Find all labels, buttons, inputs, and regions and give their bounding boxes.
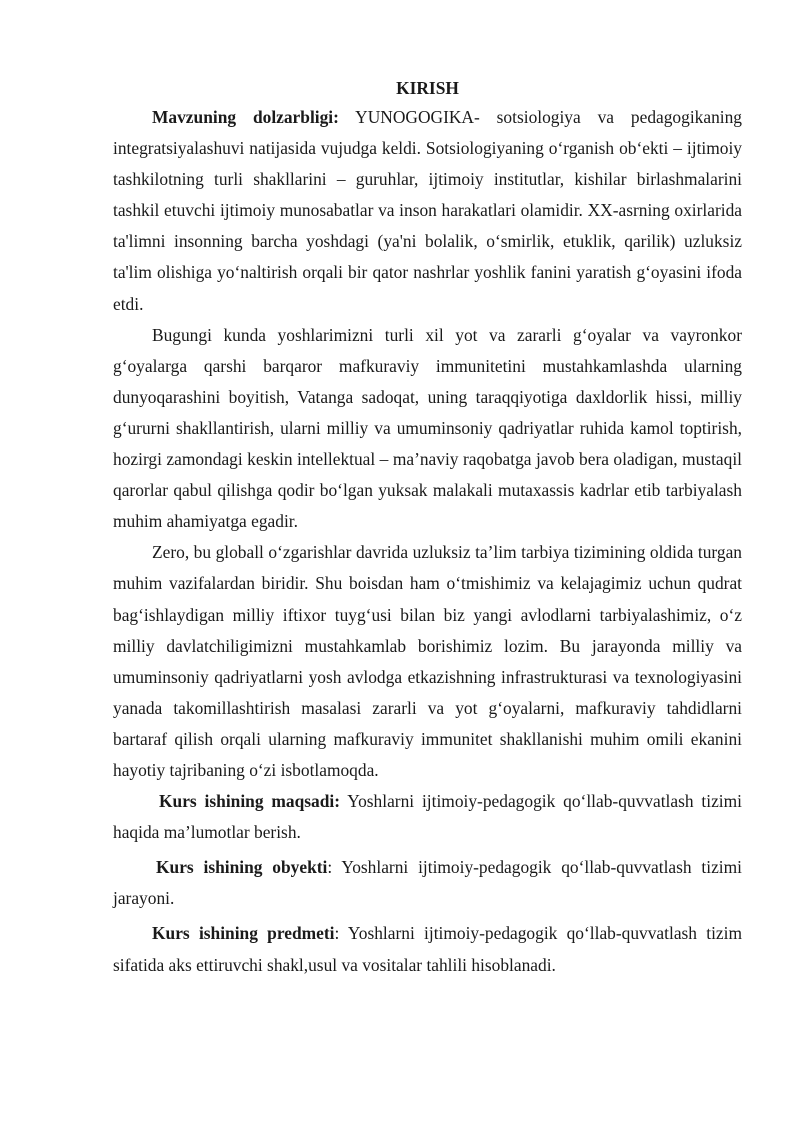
- paragraph-relevance: [113, 102, 742, 320]
- page-title: KIRISH: [396, 78, 459, 98]
- object-text: : Yoshlarni ijtimoiy-pedagogik qoʻllab-quvvatlash tizimi jarayoni.: [113, 857, 742, 909]
- paragraph-goal: [113, 786, 742, 848]
- document-body: [113, 74, 742, 981]
- paragraph-today: Bugungi kunda yoshlarimizni turli xil yot va zararli gʻoyalar va vayronkor gʻoyalarga qarshi barqaror mafkuraviy immunitetini mustahkamlashda ularning dunyoqarashini boyitish, Vatanga sadoqat, uning taraqqiyotiga daxldorlik hissi, milliy gʻururni shakllantirish, ularni milliy va umuminsoniy qadriyatlar ruhida kamol toptirish, hozirgi zamondagi keskin intellektual – ma’naviy raqobatga javob bera oladigan, mustaqil qarorlar qabul qilishga qodir boʻlgan yuksak malakali mutaxassis kadrlar etib tarbiyalash muhim ahamiyatga egadir.: [113, 324, 742, 532]
- relevance-label: Mavzuning dolzarbligi:: [152, 107, 339, 127]
- subject-text: : Yoshlarni ijtimoiy-pedagogik qoʻllab-quvvatlash tizim sifatida aks ettiruvchi shakl,usul va vositalar tahlili hisoblanadi.: [113, 923, 742, 975]
- goal-text: Yoshlarni ijtimoiy-pedagogik qoʻllab-quvvatlash tizimi haqida ma’lumotlar berish.: [113, 791, 743, 843]
- goal-label: Kurs ishining maqsadi:: [159, 791, 341, 812]
- relevance-text: YUNOGOGIKA- sotsiologiya va pedagogikaning integratsiyalashuvi natijasida vujudga keldi. Sotsiologiyaning oʻrganish obʻekti – ijtimoiy tashkilotning turli shakllarini – guruhlar, ijtimoiy institutlar, kishilar birlashmalarini tashkil etuvchi ijtimoiy munosabatlar va inson harakatlari olamidir. XX-asrning oxirlarida ta'limni insonning barcha yoshdagi (ya'ni bolalik, oʻsmirlik, etuklik, qarilik) uzluksiz ta'lim olishiga yoʻnaltirish orqali bir qator nashrlar yoshlik fanini yaratish gʻoyasini ifoda etdi.: [113, 107, 742, 314]
- paragraph-zero: Zero, bu globall oʻzgarishlar davrida uzluksiz ta’lim tarbiya tizimining oldida turgan muhim vazifalardan biridir. Shu boisdan ham oʻtmishimiz va kelajagimiz uchun qudrat bagʻishlaydigan milliy iftixor tuygʻusi bilan biz yangi avlodlarni tarbiyalashimiz, oʻz milliy davlatchiligimizni mustahkamlab borishimiz lozim. Bu jarayonda milliy va umuminsoniy qadriyatlarni yosh avlodga etkazishning infrastrukturasi va texnologiyasini yanada takomillashtirish masalasi zararli va yot gʻoyalarni, mafkuraviy tahdidlarni bartaraf qilish orqali ularning mafkuraviy immunitet shakllanishi muhim omili ekanini hayotiy tajribaning oʻzi isbotlamoqda.: [113, 542, 742, 780]
- object-label: Kurs ishining obyekti: [156, 857, 328, 878]
- paragraph-object: [113, 852, 742, 914]
- paragraph-subject: [113, 918, 742, 980]
- subject-label: Kurs ishining predmeti: [152, 923, 335, 944]
